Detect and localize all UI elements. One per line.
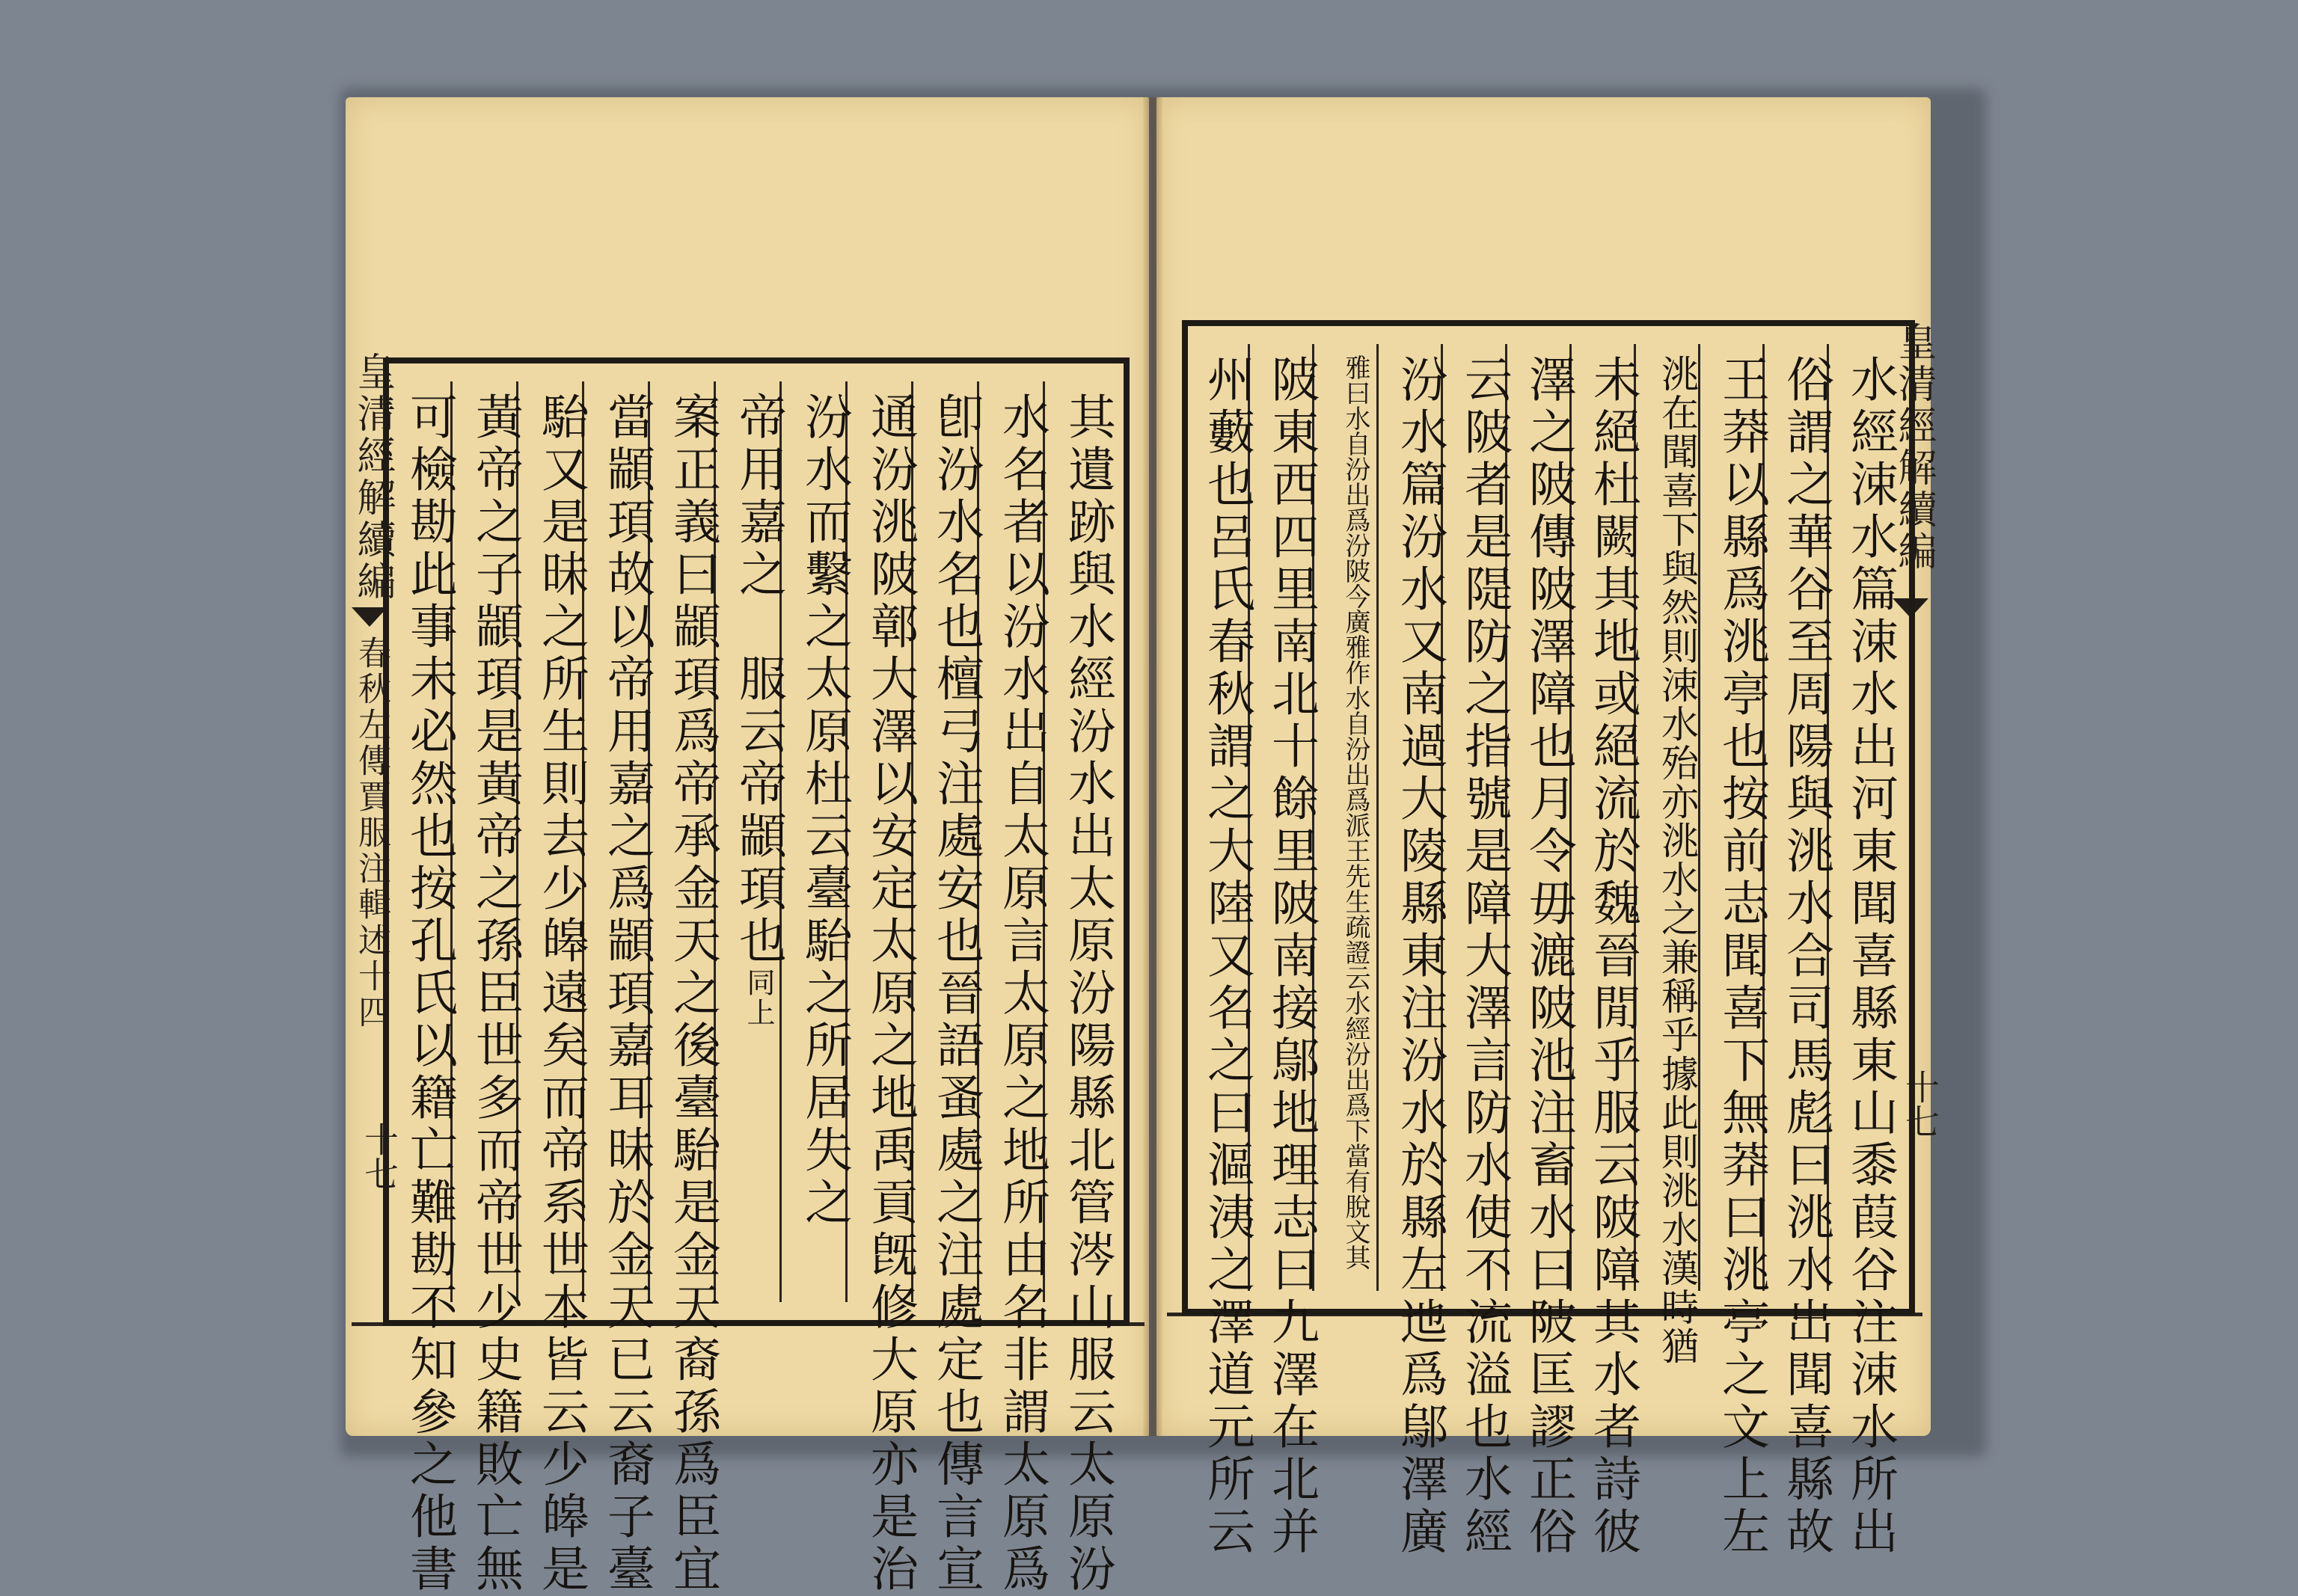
right-col-9: 雅曰水自汾出爲汾陂今廣雅作水自汾出爲派王先生疏證云水經汾出爲下當有脫文其 [1340, 355, 1370, 1270]
left-text-frame [383, 357, 1130, 1596]
right-col-7: 云陂者是隄防之指號是障大澤言防水使不流溢也水經 [1456, 355, 1512, 1559]
left-col-6 [729, 392, 788, 1028]
book-gutter [1143, 97, 1162, 1436]
left-col-10: 黃帝之子顓頊是黃帝之孫臣世多而帝世少史籍敗亡無 [468, 392, 523, 1596]
left-col-8: 當顓頊故以帝用嘉之爲顓頊嘉耳昧於金天已云裔子臺 [599, 392, 655, 1596]
left-col-11: 可檢勘此事未必然也按孔氏以籍亡難勘不知參之他書 [402, 392, 457, 1596]
right-col-4: 洮在聞喜下與然則涑水殆亦洮水之兼稱乎據此則洮水漢時猶 [1655, 355, 1699, 1366]
right-col-10: 陂東西四里南北十餘里陂南接鄔地理志曰九澤在北并 [1263, 355, 1319, 1559]
right-col-8: 汾水篇汾水又南過大陵縣東注汾水於縣左迆爲鄔澤廣 [1392, 355, 1447, 1559]
left-col-5: 汾水而繫之太原杜云臺駘之所居失之 [797, 392, 852, 1230]
left-col-7: 案正義曰顓頊爲帝承金天之後臺駘是金天裔孫爲臣宜 [665, 392, 720, 1596]
left-fish-tail-mark [352, 607, 387, 627]
left-col-2: 水名者以汾水出自太原言太原之地所由名非謂太原爲 [994, 392, 1050, 1596]
right-col-1: 水經涑水篇涑水出河東聞喜縣東山黍葭谷注涑水所出 [1842, 355, 1898, 1559]
right-col-3: 王莽以縣爲洮亭也按前志聞喜下無莽曰洮亭之文上左 [1714, 355, 1769, 1559]
right-text-frame [1182, 320, 1915, 1559]
left-col-6-note: 同上 [742, 968, 775, 1028]
left-margin-title: 皇清經解續編 [350, 352, 395, 603]
left-col-9: 駘又是昧之所生則去少皞遠矣而帝系世本皆云少皞是 [533, 392, 589, 1596]
left-col-6-text: 帝用嘉之 服云帝顓頊也 [731, 392, 786, 968]
left-col-1: 其遺跡與水經汾水出太原汾陽縣北管涔山服云太原汾 [1060, 392, 1115, 1596]
left-folio: 十七 [359, 1122, 399, 1191]
right-folio: 十七 [1900, 1069, 1940, 1138]
right-col-6: 澤之陂傳陂澤障也月令毋漉陂池注畜水曰陂匡謬正俗 [1521, 355, 1576, 1559]
right-margin-title: 皇清經解續編 [1891, 322, 1936, 573]
left-col-3: 卽汾水名也檀弓注處安也晉語蚤處之注處定也傳言宣 [928, 392, 984, 1596]
left-margin-subtitle: 春秋左傳賈服注輯述十四 [352, 636, 390, 1031]
right-col-11: 州藪也呂氏春秋謂之大陸又名之曰漚洟之澤道元所云 [1199, 355, 1254, 1559]
right-col-2: 俗謂之華谷至周陽與洮水合司馬彪曰洮水出聞喜縣故 [1778, 355, 1833, 1559]
right-col-5: 未絕杜闕其地或絕流於魏晉閒乎服云陂障其水者詩彼 [1585, 355, 1640, 1559]
left-col-4: 通汾洮陂鄣大澤以安定太原之地禹貢旣修大原亦是治 [862, 392, 918, 1596]
